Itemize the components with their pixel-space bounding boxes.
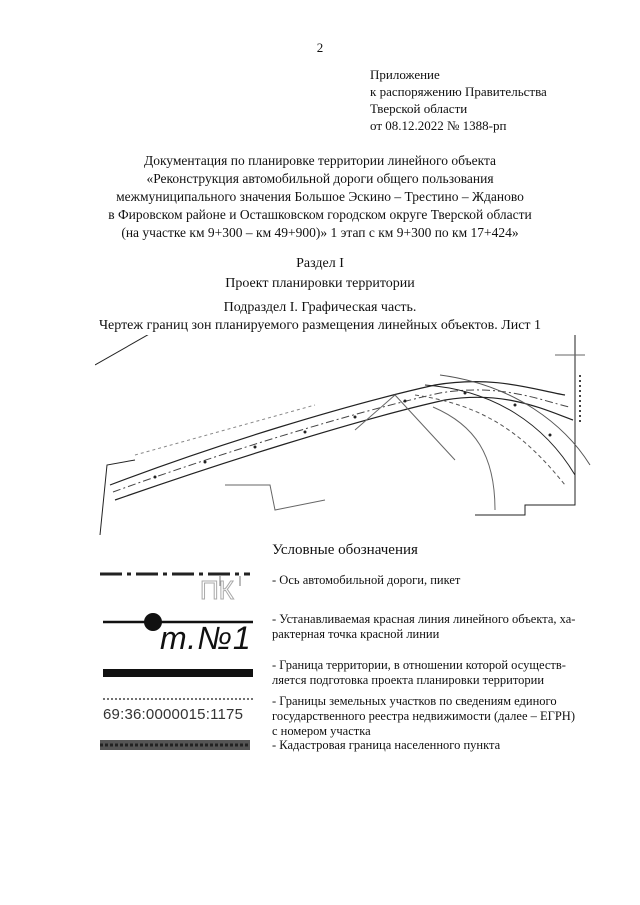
- picket-mark: [464, 392, 467, 395]
- legend-item-land-plots: - Границы земельных участков по сведениям единого государственного реестра недвижимости (далее – ЕГРН) с номером участка: [272, 694, 575, 738]
- title-line: в Фировском районе и Осташковском городском округе Тверской области: [108, 207, 532, 222]
- parcel-line: [225, 485, 325, 510]
- picket-mark: [514, 404, 517, 407]
- section-subtitle: Проект планировки территории: [225, 276, 415, 291]
- settlement-boundary-symbol: [100, 738, 260, 754]
- frame-line: [475, 335, 575, 515]
- page-number: 2: [316, 40, 324, 55]
- frame-line: [95, 335, 165, 365]
- svg-text:ПК: ПК: [200, 577, 234, 602]
- section-name: Раздел I: [296, 256, 344, 271]
- parcel-line: [433, 407, 495, 510]
- appendix-line: Тверской области: [370, 101, 468, 116]
- legend-item-planning-boundary: - Граница территории, в отношении которой осуществ- ляется подготовка проекта планировки территории: [272, 658, 566, 687]
- parcel-line: [440, 375, 590, 465]
- cadastral-number-sample: 69:36:0000015:1175: [103, 706, 244, 723]
- appendix-line: от 08.12.2022 № 1388-рп: [370, 118, 507, 133]
- title-line: межмуниципального значения Большое Эскино – Трестино – Жданово: [116, 189, 524, 204]
- picket-mark: [549, 434, 552, 437]
- picket-mark: [254, 446, 257, 449]
- picket-mark: [154, 476, 157, 479]
- appendix-line: к распоряжению Правительства: [370, 84, 547, 99]
- appendix-block: [370, 66, 547, 134]
- picket-mark: [304, 431, 307, 434]
- title-line: Документация по планировке территории линейного объекта: [143, 153, 497, 168]
- road-edge-line: [115, 397, 573, 500]
- legend-item-road-axis: - Ось автомобильной дороги, пикет: [272, 573, 461, 587]
- title-line: (на участке км 9+300 – км 49+900)» 1 этап с км 9+300 по км 17+424»: [121, 225, 519, 240]
- planning-drawing: [95, 335, 595, 535]
- subsection-title: Подраздел I. Графическая часть.: [223, 300, 417, 315]
- red-line-point-label: т.№1: [160, 620, 252, 656]
- picket-symbol: [200, 577, 260, 602]
- legend-title: Условные обозначения: [272, 542, 418, 558]
- land-plot-boundary-symbol: [103, 693, 263, 705]
- picket-mark: [204, 461, 207, 464]
- appendix-line: Приложение: [370, 67, 440, 82]
- frame-line: [100, 460, 135, 535]
- drawing-title: Чертеж границ зон планируемого размещения линейных объектов. Лист 1: [98, 318, 542, 333]
- legend-item-red-line: - Устанавливаемая красная линия линейного объекта, ха- рактерная точка красной линии: [272, 612, 576, 641]
- planning-boundary-symbol: [103, 668, 263, 680]
- picket-mark: [404, 400, 407, 403]
- document-title: [60, 152, 580, 242]
- picket-mark: [354, 416, 357, 419]
- title-line: «Реконструкция автомобильной дороги общего пользования: [146, 171, 494, 186]
- legend-item-settlement-boundary: - Кадастровая граница населенного пункта: [272, 738, 501, 752]
- parcel-line: [135, 405, 315, 455]
- parcel-line: [355, 395, 455, 460]
